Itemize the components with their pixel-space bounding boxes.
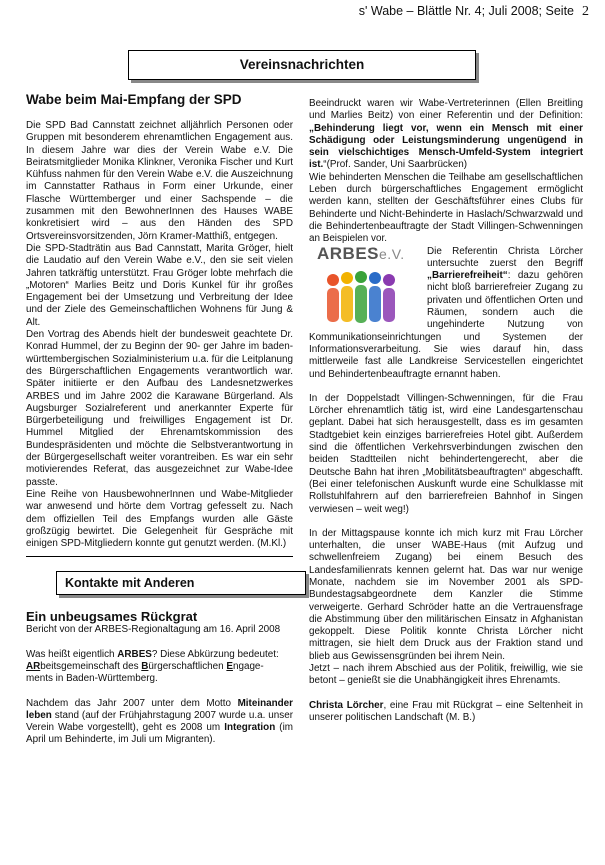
contacts-title: Kontakte mit Anderen <box>65 576 195 591</box>
article2-title: Ein unbeugsames Rückgrat <box>26 609 198 625</box>
arbes-logo-text: ARBESe.V. <box>317 243 405 263</box>
article2-paragraph-1: Was heißt eigentlich ARBES? Diese Abkürzung bedeutet: ARbeitsgemeinschaft des Bürgerschaftlichen Engage- ments in Baden-Württemberg. <box>26 648 279 685</box>
right-paragraph-1: Beeindruckt waren wir Wabe-Vertreterinnen (Ellen Breitling und Marlies Beitz) von einer Referentin und der Definition: „Behinderung liegt vor, wenn ein Mensch mit einer Schädigung oder Leistungsminderung ungenügend in sein vielschichtiges Mensch-Umfeld-System integriert ist.“(Prof. Sander, Uni Saarbrücken) <box>309 98 583 171</box>
section-title-box <box>128 50 476 80</box>
header-text: s' Wabe – Blättle Nr. 4; Juli 2008; Seite <box>358 4 574 18</box>
right-paragraph-6: Jetzt – nach ihrem Abschied aus der Politik, freiwillig, wie sie betont – genießt sie die Unabhängigkeit ihres Ehrenamts. <box>309 663 583 687</box>
arbes-logo <box>309 243 419 328</box>
article1-paragraph-1: Die SPD Bad Cannstatt zeichnet alljährlich Personen oder Gruppen mit besonderem ehrenamtlichen Engagement aus. In diesem Jahre war dies der Verein Wabe e.V. Die Beiratsmitglieder Monika Klinkner, Veronika Fischer und Kurt Kühfuss nahmen für den Verein Wabe e.V. die Auszeichnung im Cannstatter Rathaus in Form einer Urkunde, einer Flasche Württemberger und einer Sachspende – die zusammen mit den BewohnerInnen des Hauses WABE konkretisiert wird – aus den Händen des SPD Ortsvereinsvorsitzenden, Jörn Kramer-Matthiß, entgegen. <box>26 120 293 242</box>
left-column <box>26 92 293 747</box>
article1-title: Wabe beim Mai-Empfang der SPD <box>26 92 242 107</box>
right-paragraph-2: Wie behinderten Menschen die Teilhabe am gesellschaftlichen Leben durch bürgerschaftliches Engagement ermöglicht werden kann, stellten der Geschäftsführer eines Clubs für Behinderte und Nicht-Behinderte in Haslach/Schwarzwald und die Behindertenbeauftragte der Stadt Villingen-Schwenningen an Beispielen vor. <box>309 171 583 245</box>
right-paragraph-3: Die Referentin Christa Lörcher untersuchte zuerst den Begriff „Barrierefreiheit“: dazu gehören nicht bloß barrierefreier Zugang zu privaten und öffentlichen Orten und Räumen, sondern auch die ungehinderte Nutzung von Kommunikationseinrichtungen und Systemen der Informationsverarbeitung. Sie wies darauf hin, dass mittlerweile fast alle Landkreise Servicestellen eingerichtet und Behindertenbeauftragte ernannt haben. <box>309 245 583 380</box>
right-column <box>309 98 583 724</box>
people-figures-icon <box>313 268 413 328</box>
divider <box>26 556 293 557</box>
article1-paragraph-3: Den Vortrag des Abends hielt der bundesweit geachtete Dr. Konrad Hummel, der zu Beginn der 90- ger Jahre im baden-württembergischen Sozialministerium u.a. für die Leitplanung des Bürgerschaftlichen Engagements verantwortlich war. Später initiierte er den Aufbau des Landesnetzwerkes ARBES und im Jahre 2002 die Karawane Bürgerland. Als Augsburger Sozialreferent und anerkannter Experte für Bürgerbeteiligung und freiwilliges Engagement ist Dr. Hummel Mitglied der Ehrenamtskommission des Bundespräsidenten und möchte die Selbstverantwortung in der Bürgergesellschaft weiter vorantreiben. Es war ein sehr motivierendes Referat, das ausgezeichnet zur Wabe-Idee passte. <box>26 329 293 488</box>
article1-paragraph-2: Die SPD-Stadträtin aus Bad Cannstatt, Marita Gröger, hielt die Laudatio auf den Verein Wabe e.V., den sie seit vielen Jahren tatkräftig unterstützt. Frau Gröger lobte mehrfach die „Motoren“ Marlies Beitz und Doris Kunkel für ihr großes Engagement bei der Umsetzung und Verbreitung der Idee und der Ziele des Gemeinschaftlichen Wohnens für Jung & Alt. <box>26 242 293 328</box>
page-header <box>359 4 589 20</box>
right-paragraph-7: Christa Lörcher, eine Frau mit Rückgrat – eine Seltenheit in unserer politischen Landschaft (M. B.) <box>309 699 583 723</box>
article1-paragraph-4: Eine Reihe von HausbewohnerInnen und Wabe-Mitglieder war anwesend und hörte dem Vortrag gefesselt zu. Nach dem offiziellen Teil des Empfangs wurden alle Gäste großzügig bewirtet. Die Gelegenheit für Gespräche mit einigen SPD-Mitgliedern konnte gut genutzt werden. (M.Kl.) <box>26 488 293 550</box>
right-paragraph-4: In der Doppelstadt Villingen-Schwenningen, für die Frau Lörcher ehrenamtlich tätig ist, wird eine Landesgartenschau geplant. Dabei hat sich herausgestellt, dass es im gesamten Stadtgebiet kein einziges barrierefreies Hotel gibt. Außerdem sind die öffentlichen Verkehrsverbindungen zwischen den beiden Stadtteilen nicht behindertengerecht, aber die Deutsche Bahn hat ihren „Mobilitätsbeauftragten“ abgeschafft. (Bei einer telefonischen Auskunft wurde eine Schulklasse mit Rollstuhlfahrern auf den barrierefreien Bahnhof in Singen verwiesen – weit weg!) <box>309 392 583 515</box>
article2-paragraph-2: Nachdem das Jahr 2007 unter dem Motto Miteinander leben stand (auf der Frühjahrstagung 2007 wurde u.a. unser Verein Wabe vorgestellt), geht es 2008 um Integration (im April um Behinderte, im Juli um Migranten). <box>26 697 293 746</box>
page-number: 2 <box>582 4 589 19</box>
right-paragraph-5: In der Mittagspause konnte ich mich kurz mit Frau Lörcher unterhalten, die unser WABE-Haus (mit Aufzug und schwellenfreiem Zugang) bei einem Besuch des Landesfamilienrats kennen gelernt hat. Das war nur wenige Monate, nachdem sie im November 2001 als SPD-Bundestagsabgeordnete dem Kanzler die Stimme verweigerte. Gerhard Schröder hatte an die Vertrauensfrage die Abstimmung über den militärischen Einsatz in Afghanistan gekoppelt. Diese Politik konnte Christa Lörcher nicht mittragen, sie hielt dem Druck aus der Fraktion stand und blieb aus Gewissensgründen bei ihrem Nein. <box>309 527 583 662</box>
contacts-box <box>56 571 306 595</box>
section-title: Vereinsnachrichten <box>239 57 365 72</box>
article2-subtitle: Bericht von der ARBES-Regionaltagung am 16. April 2008 <box>26 624 281 636</box>
